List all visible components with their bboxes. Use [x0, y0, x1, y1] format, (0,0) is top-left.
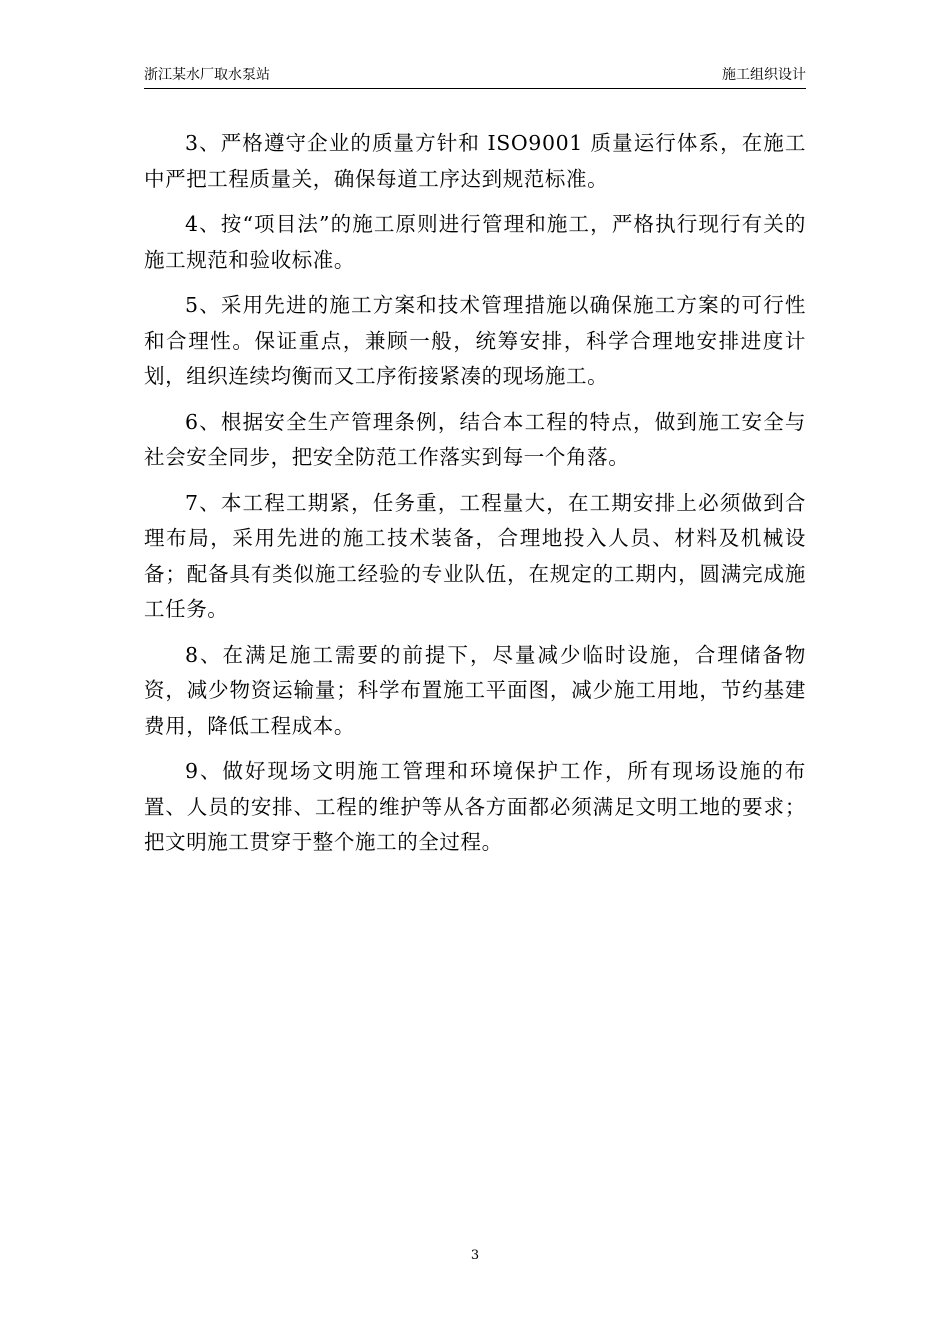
page-number: 3	[470, 1248, 480, 1263]
paragraph-item-4: 4、按“项目法”的施工原则进行管理和施工，严格执行现行有关的施工规范和验收标准。	[144, 212, 806, 272]
header-project-title: 浙江某水厂取水泵站	[144, 67, 270, 83]
page-header	[144, 66, 806, 89]
paragraph-item-8: 8、在满足施工需要的前提下，尽量减少临时设施，合理储备物资，减少物资运输量；科学布置施工平面图，减少施工用地，节约基建费用，降低工程成本。	[144, 642, 806, 738]
header-document-type: 施工组织设计	[722, 67, 806, 83]
paragraph-item-9: 9、做好现场文明施工管理和环境保护工作，所有现场设施的布置、人员的安排、工程的维护等从各方面都必须满足文明工地的要求；把文明施工贯穿于整个施工的全过程。	[144, 759, 806, 854]
paragraph-item-6: 6、根据安全生产管理条例，结合本工程的特点，做到施工安全与社会安全同步，把安全防范工作落实到每一个角落。	[144, 409, 806, 469]
paragraph-item-3: 3、严格遵守企业的质量方针和 ISO9001 质量运行体系，在施工中严把工程质量关，确保每道工序达到规范标准。	[144, 131, 806, 191]
document-body	[144, 126, 806, 871]
paragraph-item-7: 7、本工程工期紧，任务重，工程量大，在工期安排上必须做到合理布局，采用先进的施工技术装备，合理地投入人员、材料及机械设备；配备具有类似施工经验的专业队伍，在规定的工期内，圆满完成施工任务。	[144, 490, 806, 621]
paragraph-item-5: 5、采用先进的施工方案和技术管理措施以确保施工方案的可行性和合理性。保证重点，兼顾一般，统筹安排，科学合理地安排进度计划，组织连续均衡而又工序衔接紧凑的现场施工。	[144, 293, 806, 388]
